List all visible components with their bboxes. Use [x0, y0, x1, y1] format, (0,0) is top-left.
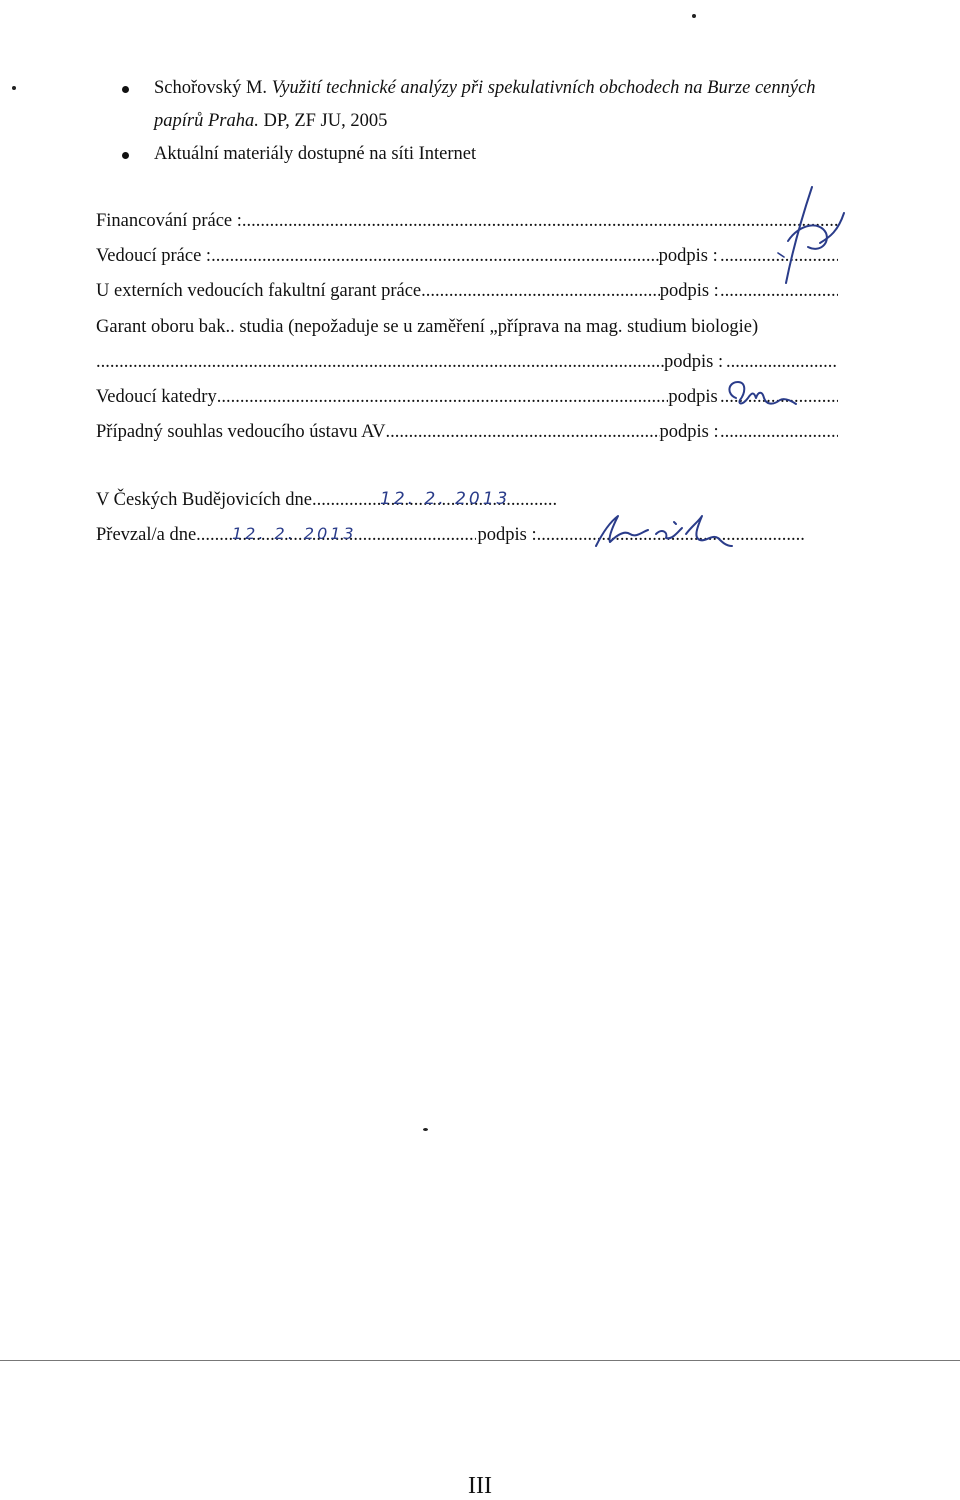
reference-title: Využití technické analýzy při spekulativních obchodech na Burze cenných papírů Praha.	[154, 78, 816, 131]
prevzal-podpis-label: podpis :	[477, 525, 537, 545]
scan-speck	[692, 14, 696, 18]
externi-row	[96, 281, 838, 311]
financovani-row	[96, 211, 838, 241]
externi-label: U externích vedoucích fakultní garant práce	[96, 281, 422, 301]
scan-speck	[12, 86, 16, 90]
dotted-line	[217, 387, 669, 408]
garant-podpis-label: podpis :	[664, 352, 724, 372]
dotted-line	[211, 246, 659, 267]
scan-speck	[423, 1128, 428, 1131]
handwritten-date: 12. 2. 2013	[232, 524, 357, 543]
dotted-line	[421, 281, 660, 302]
signature-vedouci	[750, 183, 850, 293]
garant-row	[96, 317, 838, 347]
vedouci-label: Vedoucí práce :	[96, 246, 212, 266]
signature-prevzal	[590, 512, 740, 552]
page-divider	[0, 1360, 960, 1361]
financovani-label: Financování práce :	[96, 211, 242, 231]
reference-item	[122, 72, 842, 138]
page-number: III	[468, 1473, 492, 1499]
reference-item	[122, 138, 842, 171]
reference-list	[122, 72, 842, 171]
bullet-icon	[122, 152, 129, 159]
vedouci-row	[96, 246, 838, 276]
souhlas-label: Případný souhlas vedoucího ústavu AV	[96, 422, 386, 442]
vedouci-podpis-label: podpis :	[658, 246, 718, 266]
dotted-line	[96, 352, 664, 373]
prevzal-label: Převzal/a dne	[96, 525, 197, 545]
externi-podpis-label: podpis :	[659, 281, 719, 301]
dotted-line	[720, 422, 838, 443]
garant-label: Garant oboru bak.. studia (nepožaduje se u zaměření „příprava na mag. studium biologie)	[96, 317, 759, 337]
souhlas-podpis-label: podpis :	[659, 422, 719, 442]
souhlas-row	[96, 422, 838, 452]
reference-details: Aktuální materiály dostupné na síti Internet	[154, 144, 477, 164]
mesto-label: V Českých Budějovicích dne	[96, 490, 312, 510]
reference-author: Schořovský M.	[154, 78, 272, 98]
bullet-icon	[122, 86, 129, 93]
handwritten-date: 12. 2. 2013	[380, 489, 511, 509]
dotted-line	[242, 211, 838, 232]
dotted-line	[385, 422, 659, 443]
katedra-podpis-label: podpis	[668, 387, 718, 407]
dotted-line	[726, 352, 838, 373]
reference-details: DP, ZF JU, 2005	[258, 111, 388, 131]
katedra-label: Vedoucí katedry	[96, 387, 217, 407]
signature-katedra	[722, 378, 802, 412]
